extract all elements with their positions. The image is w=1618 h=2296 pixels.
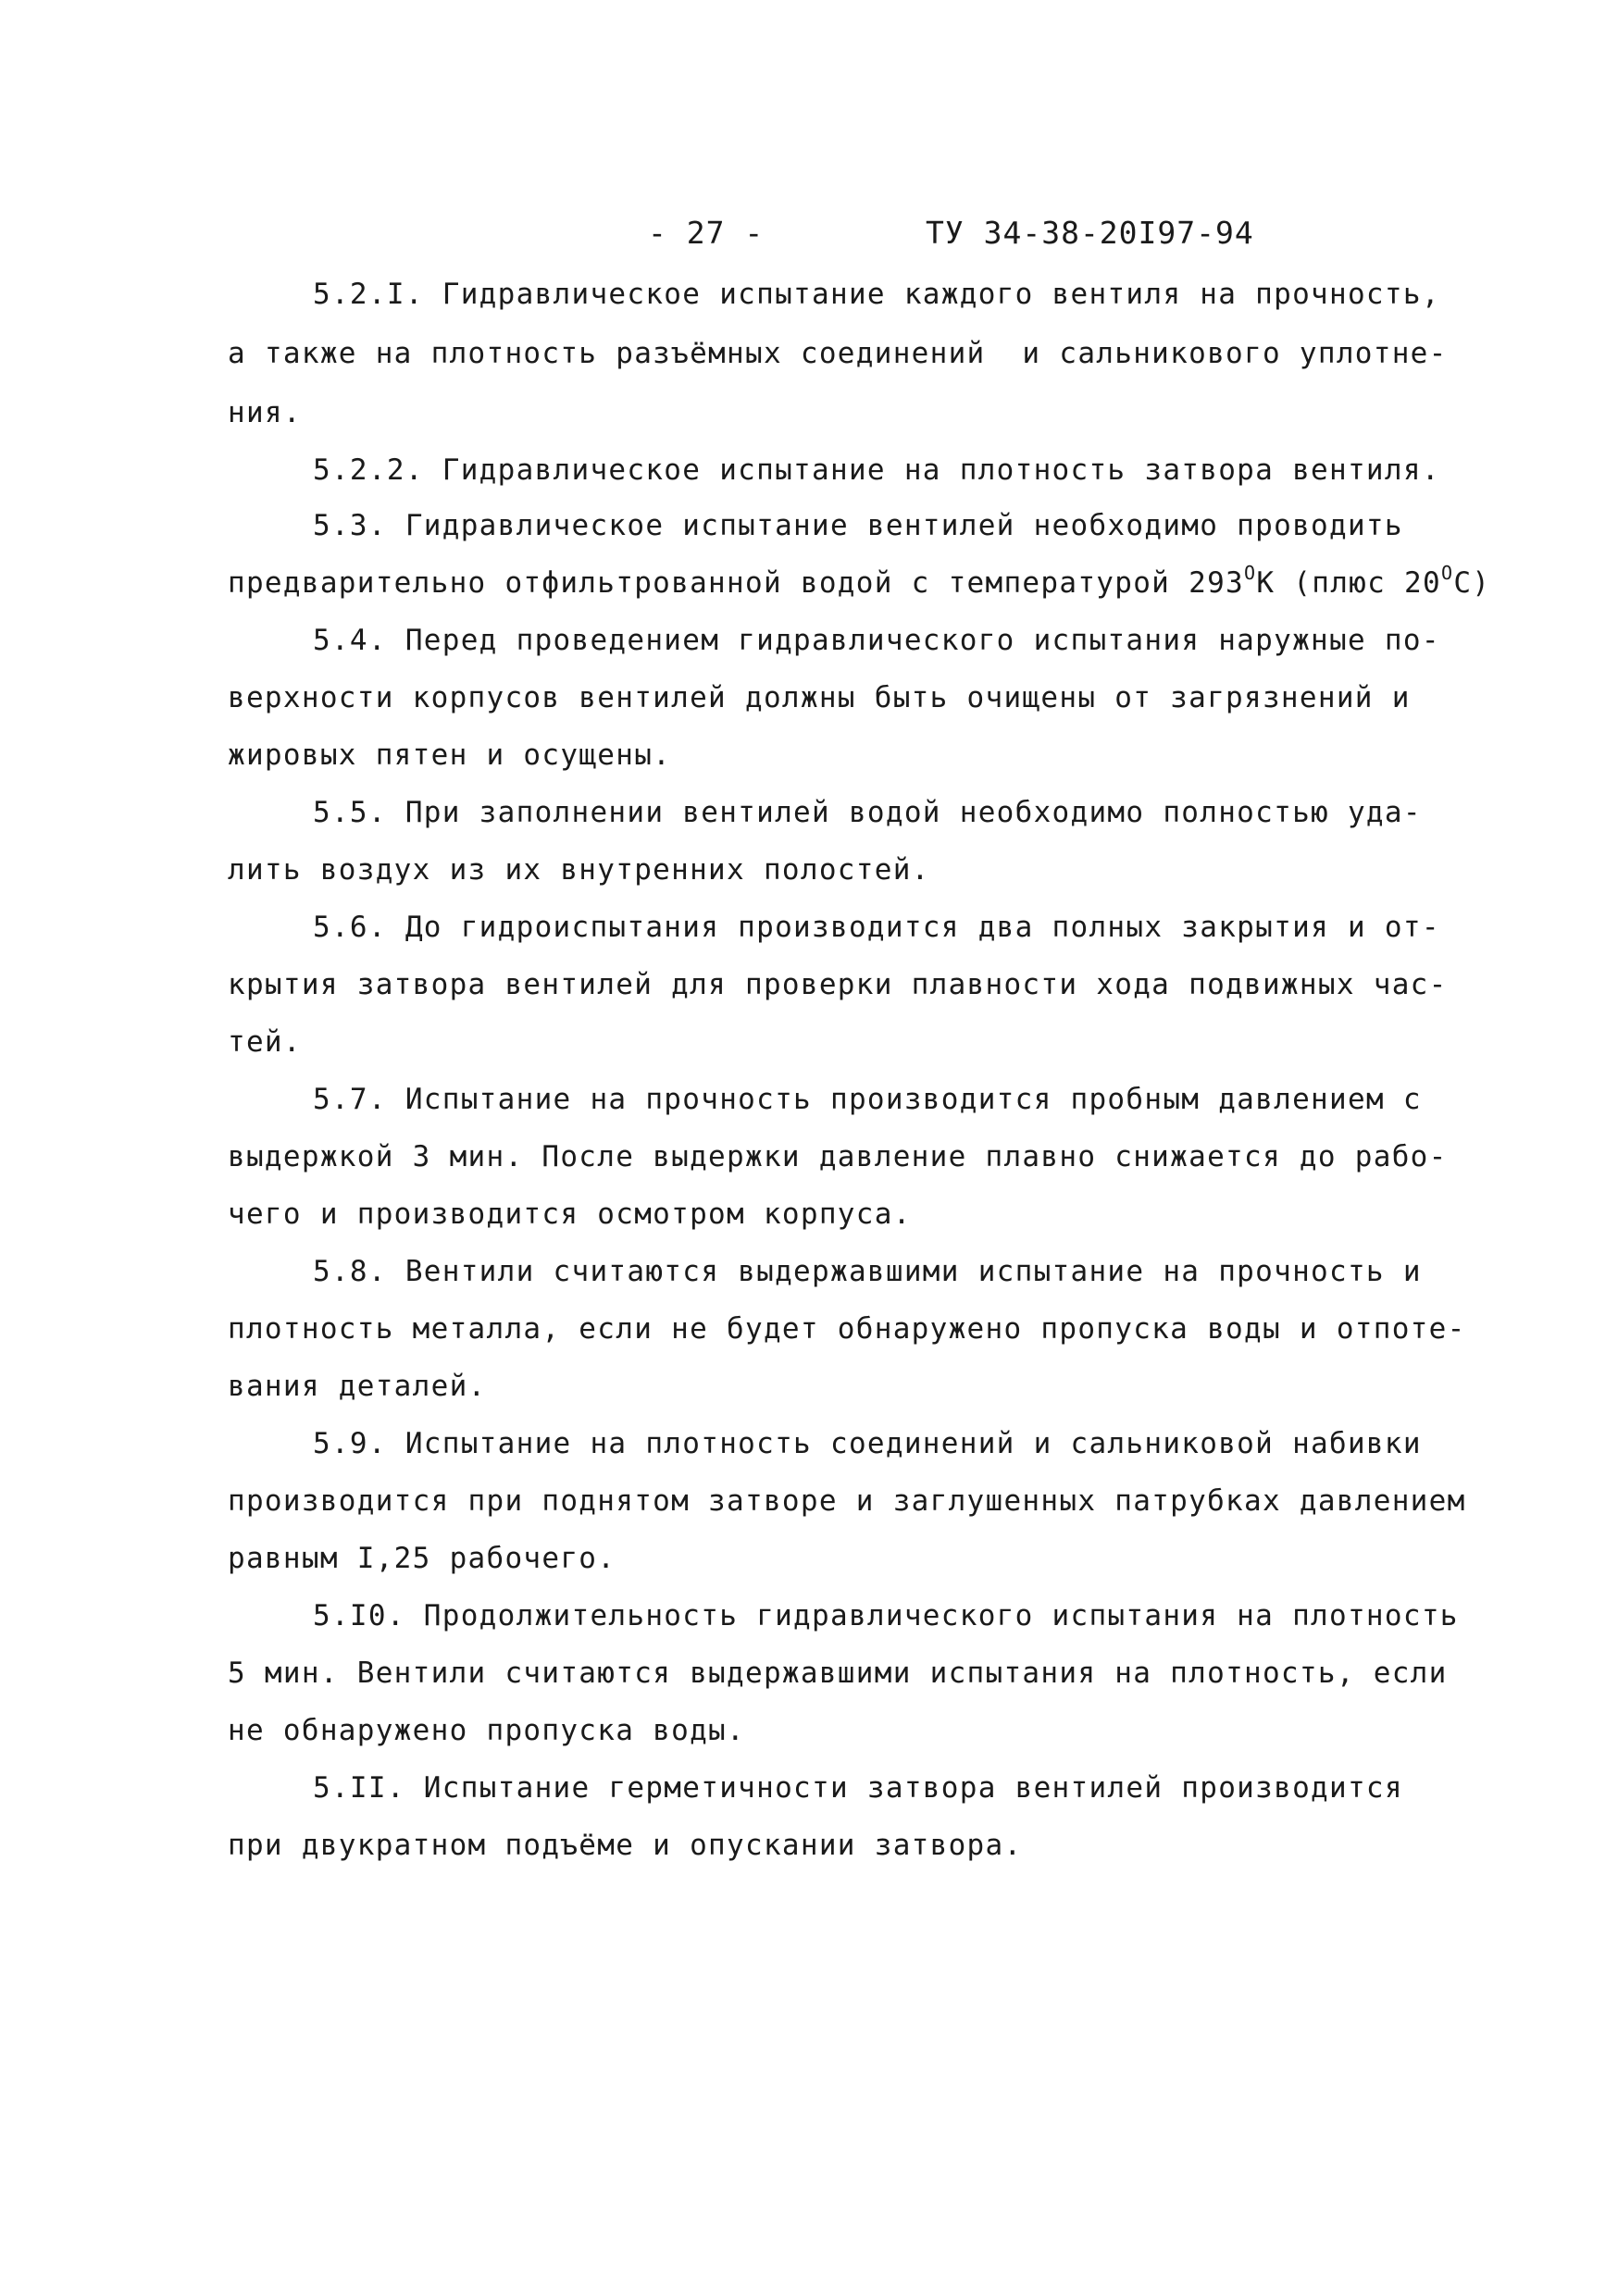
paragraph-5-5-line-2: лить воздух из их внутренних полостей. [228,853,930,887]
paragraph-5-5-line-1: 5.5. При заполнении вентилей водой необходимо полностью уда- [313,796,1422,829]
paragraph-5-6-line-1: 5.6. До гидроиспытания производится два полных закрытия и от- [313,911,1440,944]
paragraph-5-4-line-2: верхности корпусов вентилей должны быть очищены от загрязнений и [228,681,1411,714]
paragraph-5-2-2-line-1: 5.2.2. Гидравлическое испытание на плотность затвора вентиля. [313,453,1440,487]
paragraph-5-3-line-2-text-c: C) [1453,566,1491,600]
paragraph-5-7-line-1: 5.7. Испытание на прочность производится пробным давлением с [313,1083,1422,1116]
paragraph-5-10-line-3: не обнаружено пропуска воды. [228,1714,745,1747]
paragraph-5-6-line-2: крытия затвора вентилей для проверки плавности хода подвижных час- [228,968,1448,1001]
paragraph-5-11-line-2: при двукратном подъёме и опускании затвора. [228,1829,1023,1862]
paragraph-5-7-line-2: выдержкой 3 мин. После выдержки давление плавно снижается до рабо- [228,1140,1448,1173]
paragraph-5-4-line-3: жировых пятен и осущены. [228,738,672,772]
paragraph-5-11-line-1: 5.II. Испытание герметичности затвора вентилей производится [313,1771,1403,1805]
degree-superscript-2: O [1440,562,1454,584]
paragraph-5-6-line-3: тей. [228,1025,302,1059]
paragraph-5-2-1-line-3: ния. [228,396,302,429]
document-code: ТУ 34-38-20I97-94 [926,215,1254,251]
paragraph-5-2-1-line-2: а также на плотность разъёмных соединений и сальникового уплотне- [228,337,1448,370]
paragraph-5-8-line-1: 5.8. Вентили считаются выдержавшими испытание на прочность и [313,1255,1422,1288]
paragraph-5-3-line-2 [228,562,1491,602]
paragraph-5-3-line-2-text-b: К (плюс 20 [1256,566,1441,600]
paragraph-5-10-line-1: 5.I0. Продолжительность гидравлического испытания на плотность [313,1599,1459,1632]
paragraph-5-3-line-1: 5.3. Гидравлическое испытание вентилей необходимо проводить [313,509,1403,542]
paragraph-5-9-line-2: производится при поднятом затворе и заглушенных патрубках давлением [228,1484,1466,1518]
paragraph-5-10-line-2: 5 мин. Вентили считаются выдержавшими испытания на плотность, если [228,1657,1448,1690]
paragraph-5-9-line-3: равным I,25 рабочего. [228,1542,616,1575]
paragraph-5-9-line-1: 5.9. Испытание на плотность соединений и сальниковой набивки [313,1427,1422,1460]
paragraph-5-8-line-2: плотность металла, если не будет обнаружено пропуска воды и отпоте- [228,1312,1466,1346]
paragraph-5-7-line-3: чего и производится осмотром корпуса. [228,1198,912,1231]
paragraph-5-3-line-2-text-a: предварительно отфильтрованной водой с температурой 293 [228,566,1244,600]
page-number: - 27 - [648,215,765,251]
degree-superscript-1: O [1244,562,1257,584]
paragraph-5-4-line-1: 5.4. Перед проведением гидравлического испытания наружные по- [313,624,1440,657]
paragraph-5-8-line-3: вания деталей. [228,1370,487,1403]
paragraph-5-2-1-line-1: 5.2.I. Гидравлическое испытание каждого вентиля на прочность, [313,278,1440,311]
